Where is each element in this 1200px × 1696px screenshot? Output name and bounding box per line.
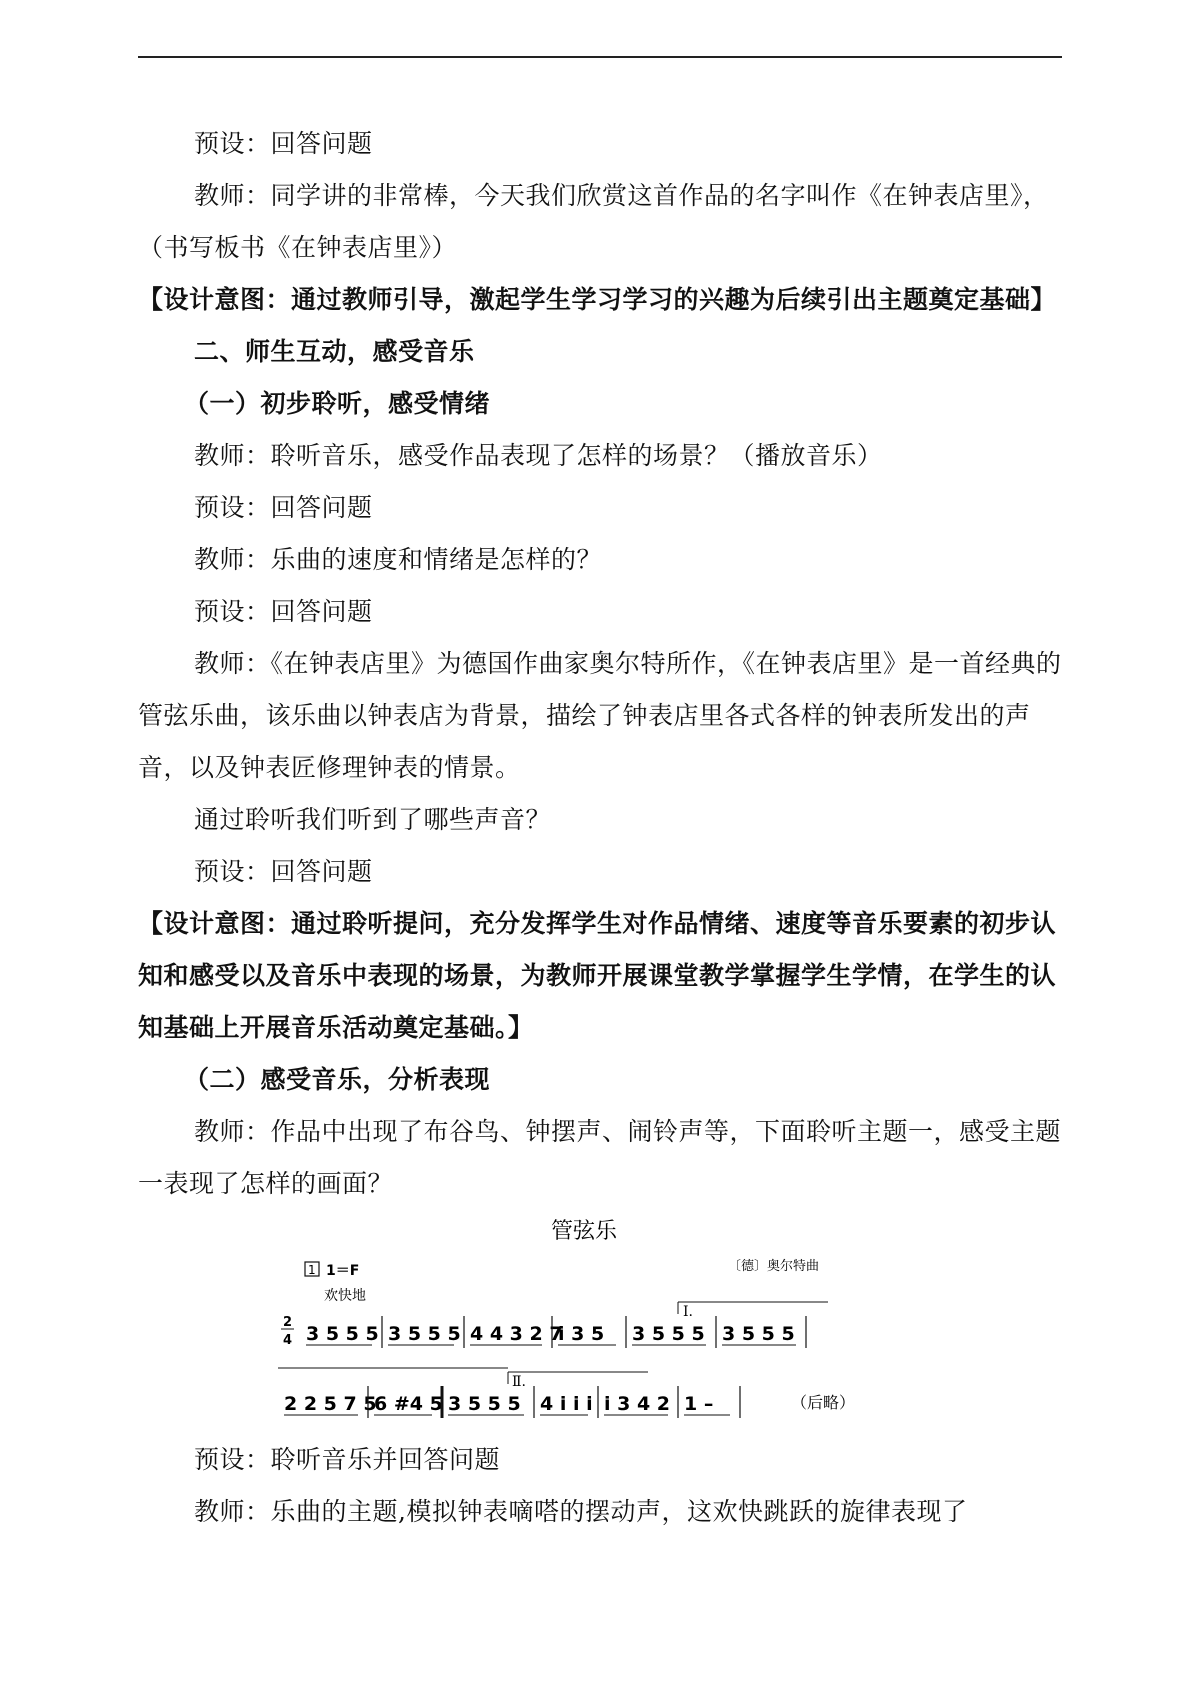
paragraph: 教师：《在钟表店里》为德国作曲家奥尔特所作，《在钟表店里》是一首经典的管弦乐曲，该乐曲以钟表店为背景，描绘了钟表店里各式各样的钟表所发出的声音，以及钟表匠修理钟表的情景。 [138, 649, 1062, 782]
score-measure: 3 5 5 5 [722, 1323, 795, 1345]
paragraph: 教师：作品中出现了布谷鸟、钟摆声、闹铃声等，下面聆听主题一，感受主题一表现了怎样的画面？ [138, 1117, 1062, 1198]
score-tempo: 欢快地 [324, 1288, 366, 1304]
score-composer: 〔德〕奥尔特曲 [728, 1259, 820, 1274]
time-signature-top: 2 [283, 1315, 293, 1330]
paragraph: 预设：回答问题 [194, 597, 373, 626]
section-heading: 二、师生互动，感受音乐 [194, 337, 475, 366]
paragraph: 预设：回答问题 [194, 493, 373, 522]
paragraph: 教师：聆听音乐，感受作品表现了怎样的场景？（播放音乐） [194, 441, 883, 470]
score-measure: i 3 5 [558, 1323, 605, 1345]
score-measure: 3 5 5 5 [632, 1323, 705, 1345]
paragraph: 教师：乐曲的速度和情绪是怎样的？ [194, 545, 603, 574]
subsection-heading: （一）初步聆听，感受情绪 [184, 389, 491, 418]
score-svg [138, 1210, 1062, 1428]
music-score [138, 1210, 1062, 1428]
volta-1: Ⅰ. [683, 1304, 693, 1320]
page-body [138, 118, 1062, 1538]
paragraph: 预设：回答问题 [194, 857, 373, 886]
score-line-2 [284, 1386, 740, 1418]
score-key: 1＝F [326, 1263, 360, 1279]
score-measure: 2 2 5 7 5 [284, 1393, 377, 1415]
design-intent: 【设计意图：通过聆听提问，充分发挥学生对作品情绪、速度等音乐要素的初步认知和感受以及音乐中表现的场景，为教师开展课堂教学掌握学生学情，在学生的认知基础上开展音乐活动奠定基础。】 [138, 909, 1057, 1042]
score-measure: 6 #4 5 [374, 1393, 443, 1415]
paragraph: 通过聆听我们听到了哪些声音？ [194, 805, 552, 834]
paragraph: 教师：同学讲的非常棒，今天我们欣赏这首作品的名字叫作《在钟表店里》，（书写板书《在钟表店里》） [138, 181, 1049, 262]
score-measure: 3 5 5 5 [306, 1323, 379, 1345]
score-measure: 1 – [684, 1393, 714, 1415]
score-title: 管弦乐 [551, 1219, 618, 1244]
score-measure: 3 5 5 5 [388, 1323, 461, 1345]
score-measure: 3 5 5 5 [448, 1393, 521, 1415]
volta-2: Ⅱ. [512, 1374, 526, 1390]
score-line-1 [306, 1316, 806, 1348]
header-rule [138, 56, 1062, 58]
paragraph: 预设：回答问题 [194, 129, 373, 158]
score-box-number: 1 [308, 1263, 316, 1277]
score-measure: 4 i i i [540, 1393, 593, 1415]
subsection-heading: （二）感受音乐，分析表现 [184, 1065, 491, 1094]
time-signature-bottom: 4 [283, 1333, 293, 1348]
paragraph: 教师：乐曲的主题,模拟钟表嘀嗒的摆动声，这欢快跳跃的旋律表现了 [194, 1497, 968, 1526]
score-measure: 4 4 3 2 7 [470, 1323, 563, 1345]
score-measure: i 3 4 2 [604, 1393, 671, 1415]
score-ending: （后略） [791, 1393, 856, 1412]
design-intent: 【设计意图：通过教师引导，激起学生学习学习的兴趣为后续引出主题奠定基础】 [138, 285, 1057, 314]
paragraph: 预设：聆听音乐并回答问题 [194, 1445, 501, 1474]
